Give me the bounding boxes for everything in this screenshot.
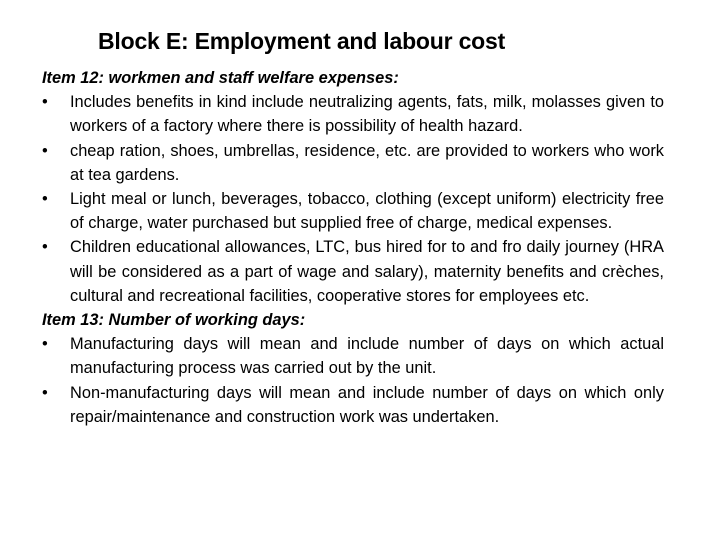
item-12-heading: Item 12: workmen and staff welfare expenses:	[42, 69, 399, 87]
list-item-text: Children educational allowances, LTC, bus hired for to and fro daily journey (HRA will be considered as a part of wage and salary), maternity benefits and crèches, cultural and recreational facilities, cooperative stores for employees etc.	[70, 238, 664, 305]
bullet-icon: •	[42, 238, 48, 257]
list-item-text: Light meal or lunch, beverages, tobacco, clothing (except uniform) electricity free of charge, water purchased but supplied free of charge, medical expenses.	[70, 190, 664, 233]
bullet-icon: •	[42, 93, 48, 112]
list-item	[42, 381, 664, 429]
list-item	[42, 139, 664, 187]
item-12-bullet-list	[42, 90, 664, 308]
list-item-text: Includes benefits in kind include neutralizing agents, fats, milk, molasses given to workers of a factory where there is possibility of health hazard.	[70, 93, 664, 136]
item-13-bullet-list	[42, 332, 664, 429]
slide-title: Block E: Employment and labour cost	[98, 28, 506, 54]
bullet-icon: •	[42, 190, 48, 209]
item-13-heading: Item 13: Number of working days:	[42, 311, 306, 330]
bullet-icon: •	[42, 383, 48, 402]
list-item-text: Non-manufacturing days will mean and include number of days on which only repair/maintenance and construction work was undertaken.	[70, 383, 664, 426]
list-item	[42, 187, 664, 235]
list-item-text: cheap ration, shoes, umbrellas, residence, etc. are provided to workers who work at tea gardens.	[70, 141, 664, 184]
list-item	[42, 332, 664, 380]
list-item	[42, 90, 664, 138]
list-item	[42, 235, 664, 308]
bullet-icon: •	[42, 141, 48, 160]
bullet-icon: •	[42, 335, 48, 354]
slide-content	[42, 66, 664, 429]
list-item-text: Manufacturing days will mean and include number of days on which actual manufacturing process was carried out by the unit.	[70, 335, 664, 378]
